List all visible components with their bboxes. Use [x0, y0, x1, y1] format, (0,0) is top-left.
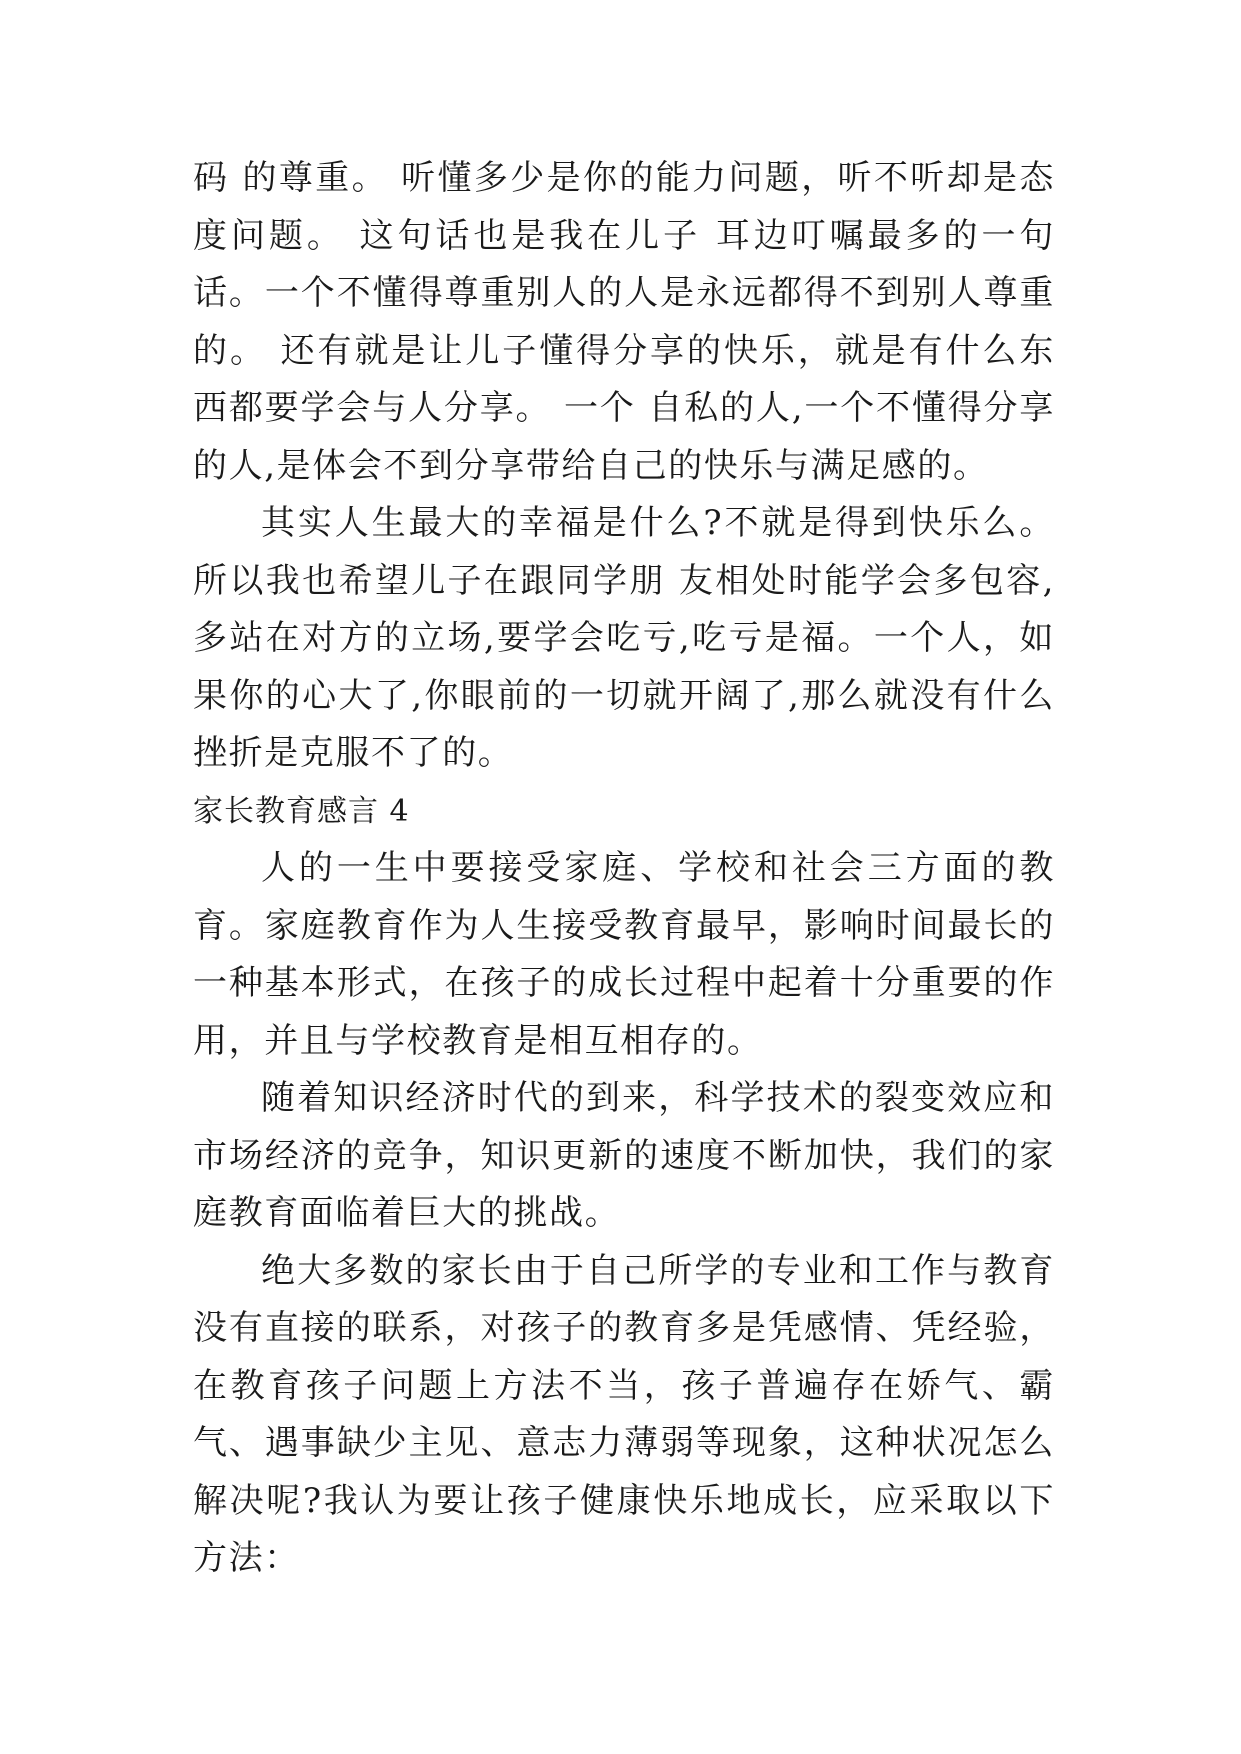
section-heading: 家长教育感言 4: [193, 793, 410, 829]
document-body: [193, 150, 1055, 1588]
paragraph-family-education: 人的一生中要接受家庭、学校和社会三方面的教育。家庭教育作为人生接受教育最早，影响时间最长的一种基本形式，在孩子的成长过程中起着十分重要的作用，并且与学校教育是相互相存的。: [193, 848, 1055, 1061]
paragraph-respect-sharing: 码 的尊重。 听懂多少是你的能力问题，听不听却是态度问题。 这句话也是我在儿子 耳边叮嘱最多的一句话。一个不懂得尊重别人的人是永远都得不到别人尊重的。 还有就是让儿子懂得分享的快乐，就是有什么东西都要学会与人分享。 一个 自私的人,一个不懂得分享的人,是体会不到分享带给自己的快乐与满足感的。: [193, 158, 1055, 486]
paragraph-parents-methods: 绝大多数的家长由于自己所学的专业和工作与教育没有直接的联系，对孩子的教育多是凭感情、凭经验，在教育孩子问题上方法不当，孩子普遍存在娇气、霸气、遇事缺少主见、意志力薄弱等现象，这种状况怎么解决呢?我认为要让孩子健康快乐地成长，应采取以下方法：: [193, 1250, 1055, 1578]
paragraph-knowledge-economy: 随着知识经济时代的到来，科学技术的裂变效应和市场经济的竞争，知识更新的速度不断加快，我们的家庭教育面临着巨大的挑战。: [193, 1078, 1055, 1233]
paragraph-happiness: 其实人生最大的幸福是什么?不就是得到快乐么。 所以我也希望儿子在跟同学朋 友相处时能学会多包容,多站在对方的立场,要学会吃亏,吃亏是福。一个人，如果你的心大了,你眼前的一切就开阔了,那么就没有什么挫折是克服不了的。: [193, 503, 1055, 773]
